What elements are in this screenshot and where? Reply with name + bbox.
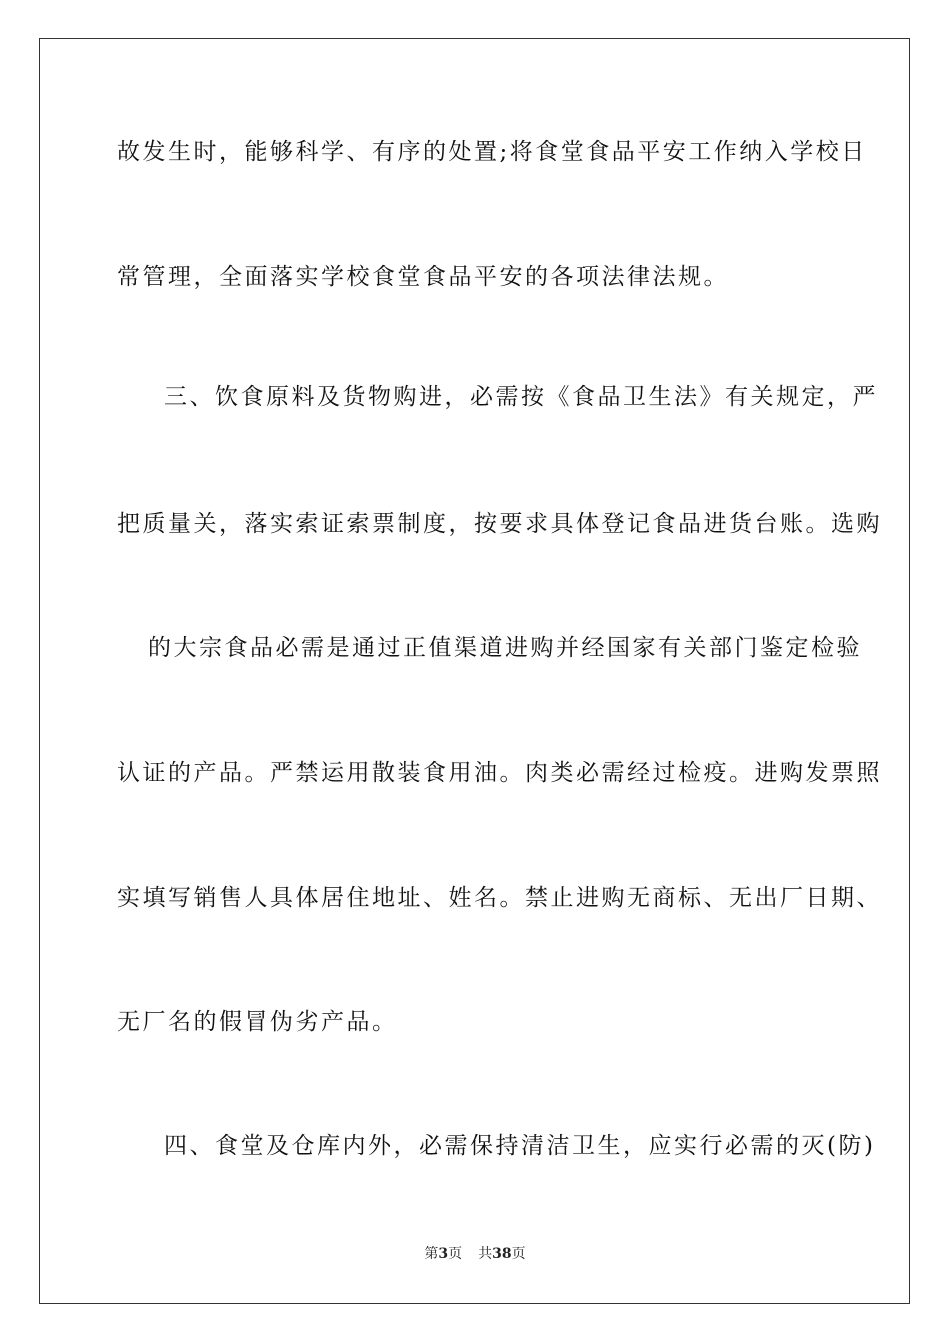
total-prefix: 共 <box>478 1246 493 1262</box>
page-number: 3 <box>438 1246 449 1262</box>
paragraph-line: 故发生时，能够科学、有序的处置;将食堂食品平安工作纳入学校日 <box>117 139 867 165</box>
paragraph-line: 无厂名的假冒伪劣产品。 <box>117 1009 398 1035</box>
paragraph-line: 三、饮食原料及货物购进，必需按《食品卫生法》有关规定，严 <box>164 384 878 410</box>
page-suffix: 页 <box>448 1246 463 1262</box>
total-suffix: 页 <box>511 1246 526 1262</box>
paragraph-line: 常管理，全面落实学校食堂食品平安的各项法律法规。 <box>117 264 729 290</box>
page-border <box>39 38 910 1304</box>
paragraph-line: 认证的产品。严禁运用散装食用油。肉类必需经过检疫。进购发票照 <box>117 760 882 786</box>
paragraph-line: 四、食堂及仓库内外，必需保持清洁卫生，应实行必需的灭(防) <box>164 1133 876 1159</box>
page-footer <box>0 1245 950 1263</box>
paragraph-line: 把质量关，落实索证索票制度，按要求具体登记食品进货台账。选购 <box>117 511 882 537</box>
paragraph-line: 实填写销售人具体居住地址、姓名。禁止进购无商标、无出厂日期、 <box>117 885 882 911</box>
page-prefix: 第 <box>424 1246 439 1262</box>
paragraph-line: 的大宗食品必需是通过正值渠道进购并经国家有关部门鉴定检验 <box>148 635 862 661</box>
total-pages: 38 <box>492 1246 512 1262</box>
